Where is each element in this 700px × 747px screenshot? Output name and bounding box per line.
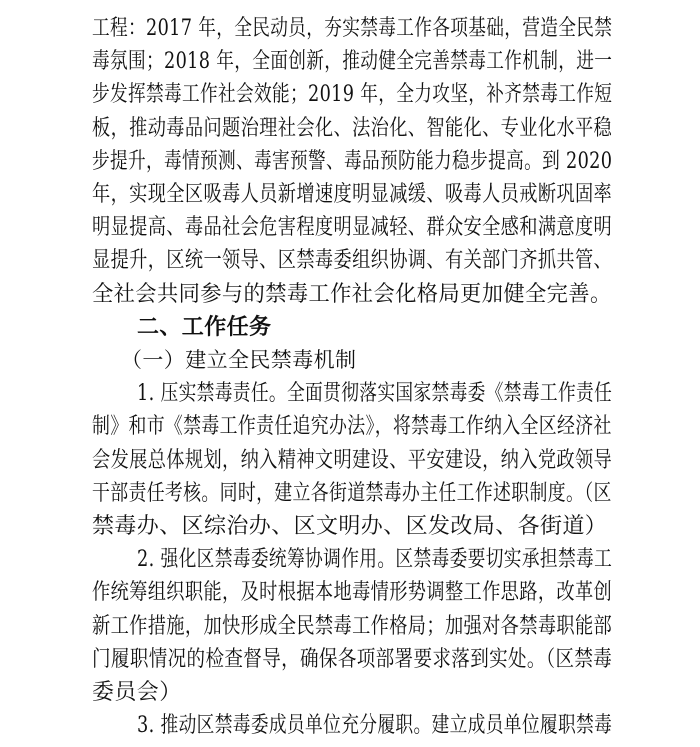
line-text: 制》和市《禁毒工作责任追究办法》，将禁毒工作纳入全区经济社 — [92, 414, 612, 440]
line-text: 干部责任考核。同时，建立各街道禁毒办主任工作述职制度。（区 — [92, 480, 612, 506]
paragraph-line — [0, 709, 700, 742]
section-heading — [0, 311, 700, 344]
line-text: 步提升，毒情预测、毒害预警、毒品预防能力稳步提高。到 2020 — [92, 148, 613, 174]
paragraph-line — [0, 576, 700, 609]
paragraph-line — [0, 278, 700, 311]
paragraph-line — [0, 410, 700, 443]
paragraph-line — [0, 45, 700, 78]
line-text: 步发挥禁毒工作社会效能；2019 年，全力攻坚，补齐禁毒工作短 — [92, 82, 613, 108]
line-text: 毒氛围；2018 年，全面创新，推动健全完善禁毒工作机制，进一 — [92, 49, 613, 75]
line-text: 明显提高、毒品社会危害程度明显减轻、群众安全感和满意度明 — [92, 215, 613, 241]
line-text: 工程：2017 年，全民动员，夯实禁毒工作各项基础，营造全民禁 — [92, 16, 613, 41]
paragraph-line — [0, 112, 700, 145]
paragraph-line — [0, 377, 700, 410]
line-text: 显提升，区统一领导、区禁毒委组织协调、有关部门齐抓共管、 — [92, 248, 613, 274]
line-text: 委员会） — [92, 680, 182, 705]
section-heading-text: 二、工作任务 — [137, 314, 272, 340]
paragraph-line — [0, 643, 700, 676]
paragraph-line — [0, 145, 700, 178]
line-text: 会发展总体规划，纳入精神文明建设、平安建设，纳入党政领导 — [92, 447, 613, 473]
line-text: 门履职情况的检查督导，确保各项部署要求落到实处。（区禁毒 — [92, 646, 613, 672]
paragraph-line — [0, 178, 700, 211]
paragraph-line — [0, 444, 700, 477]
paragraph-line — [0, 244, 700, 277]
paragraph-line — [0, 610, 700, 643]
paragraph-line — [0, 543, 700, 576]
paragraph-line — [0, 211, 700, 244]
line-text: 作统筹组织职能，及时根据本地毒情形势调整工作思路，改革创 — [92, 580, 613, 606]
line-text: 2. 强化区禁毒委统筹协调作用。区禁毒委要切实承担禁毒工 — [137, 547, 613, 573]
line-text: 1. 压实禁毒责任。全面贯彻落实国家禁毒委《禁毒工作责任 — [137, 381, 613, 407]
line-text: 全社会共同参与的禁毒工作社会化格局更加健全完善。 — [92, 281, 612, 307]
paragraph-line — [0, 676, 700, 709]
line-text: 年，实现全区吸毒人员新增速度明显减缓、吸毒人员戒断巩固率 — [92, 182, 613, 207]
paragraph-line — [0, 12, 700, 45]
paragraph-line — [0, 78, 700, 111]
paragraph-line — [0, 477, 700, 510]
line-text: 板，推动毒品问题治理社会化、法治化、智能化、专业化水平稳 — [92, 115, 613, 141]
line-text: 3. 推动区禁毒委成员单位充分履职。建立成员单位履职禁毒 — [137, 713, 613, 739]
subsection-heading-text: （一）建立全民禁毒机制 — [121, 348, 357, 372]
line-text: 新工作措施，加快形成全民禁毒工作格局；加强对各禁毒职能部 — [92, 613, 613, 639]
subsection-heading — [0, 344, 700, 377]
paragraph-line — [0, 510, 700, 543]
line-text: 禁毒办、区综治办、区文明办、区发改局、各街道） — [92, 514, 608, 539]
